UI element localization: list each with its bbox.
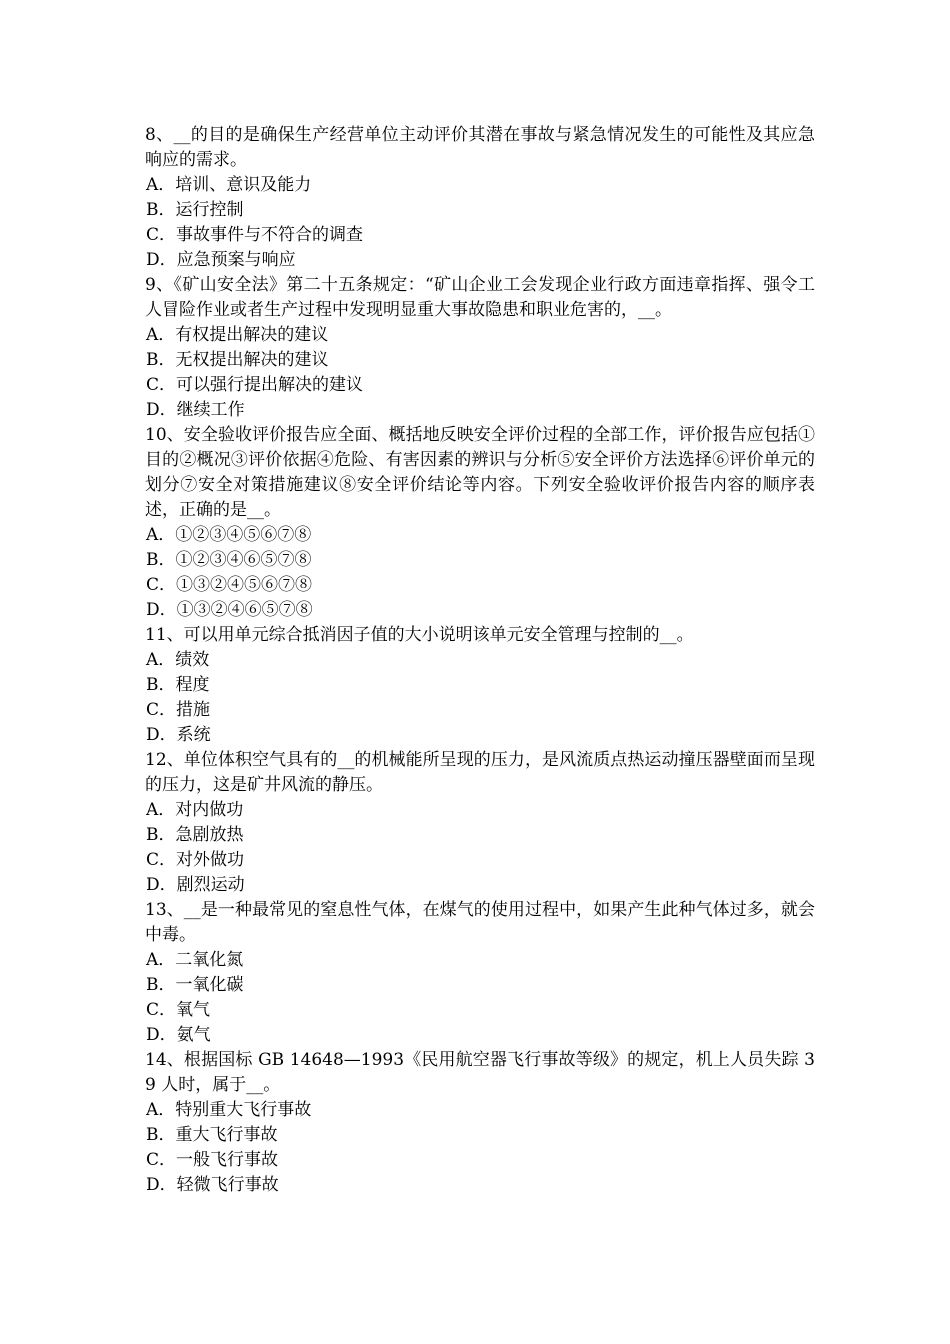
question-text: 12、单位体积空气具有的__的机械能所呈现的压力，是风流质点热运动撞压器壁面而呈现的压力，这是矿井风流的静压。 (145, 750, 815, 795)
option-b: B．运行控制 (146, 200, 244, 220)
question-text: 13、__是一种最常见的窒息性气体，在煤气的使用过程中，如果产生此种气体过多，就会中毒。 (145, 900, 815, 945)
question-text: 14、根据国标 GB 14648—1993《民用航空器飞行事故等级》的规定，机上人员失踪 39 人时，属于__。 (145, 1050, 815, 1095)
option-c: C．①③②④⑤⑥⑦⑧ (146, 575, 313, 595)
question-13 (145, 898, 815, 1048)
option-d: D．继续工作 (146, 400, 245, 420)
option-b: B．急剧放热 (146, 825, 244, 845)
option-a: A．有权提出解决的建议 (146, 325, 329, 345)
option-c: C．氧气 (146, 1000, 211, 1020)
document-page (145, 123, 815, 1198)
question-10 (145, 423, 815, 623)
option-b: B．一氧化碳 (146, 975, 244, 995)
question-text: 11、可以用单元综合抵消因子值的大小说明该单元安全管理与控制的__。 (145, 625, 694, 645)
question-8 (145, 123, 815, 273)
option-a: A．绩效 (146, 650, 210, 670)
question-14 (145, 1048, 815, 1198)
option-list (145, 648, 815, 748)
option-list (145, 1098, 815, 1198)
option-list (145, 173, 815, 273)
option-list (145, 323, 815, 423)
option-d: D．氨气 (146, 1025, 211, 1045)
question-9 (145, 273, 815, 423)
option-d: D．轻微飞行事故 (146, 1175, 279, 1195)
question-text: 10、安全验收评价报告应全面、概括地反映安全评价过程的全部工作，评价报告应包括①目的②概况③评价依据④危险、有害因素的辨识与分析⑤安全评价方法选择⑥评价单元的划分⑦安全对策措施建议⑧安全评价结论等内容。下列安全验收评价报告内容的顺序表述，正确的是__。 (145, 425, 815, 520)
option-c: C．措施 (146, 700, 211, 720)
question-text: 8、__的目的是确保生产经营单位主动评价其潜在事故与紧急情况发生的可能性及其应急响应的需求。 (145, 125, 815, 170)
question-11 (145, 623, 815, 748)
option-a: A．①②③④⑤⑥⑦⑧ (146, 525, 312, 545)
option-d: D．应急预案与响应 (146, 250, 296, 270)
option-d: D．系统 (146, 725, 211, 745)
option-a: A．对内做功 (146, 800, 244, 820)
option-a: A．特别重大飞行事故 (146, 1100, 312, 1120)
option-d: D．①③②④⑥⑤⑦⑧ (146, 600, 313, 620)
option-list (145, 798, 815, 898)
option-a: A．二氧化氮 (146, 950, 244, 970)
option-b: B．程度 (146, 675, 210, 695)
option-c: C．可以强行提出解决的建议 (146, 375, 364, 395)
option-b: B．无权提出解决的建议 (146, 350, 329, 370)
option-b: B．①②③④⑥⑤⑦⑧ (146, 550, 312, 570)
option-b: B．重大飞行事故 (146, 1125, 278, 1145)
question-12 (145, 748, 815, 898)
option-d: D．剧烈运动 (146, 875, 245, 895)
option-list (145, 523, 815, 623)
option-c: C．事故事件与不符合的调查 (146, 225, 364, 245)
option-c: C．对外做功 (146, 850, 245, 870)
option-list (145, 948, 815, 1048)
question-text: 9、《矿山安全法》第二十五条规定：“矿山企业工会发现企业行政方面违章指挥、强令工人冒险作业或者生产过程中发现明显重大事故隐患和职业危害的，__。 (145, 275, 815, 320)
option-c: C．一般飞行事故 (146, 1150, 279, 1170)
option-a: A．培训、意识及能力 (146, 175, 312, 195)
